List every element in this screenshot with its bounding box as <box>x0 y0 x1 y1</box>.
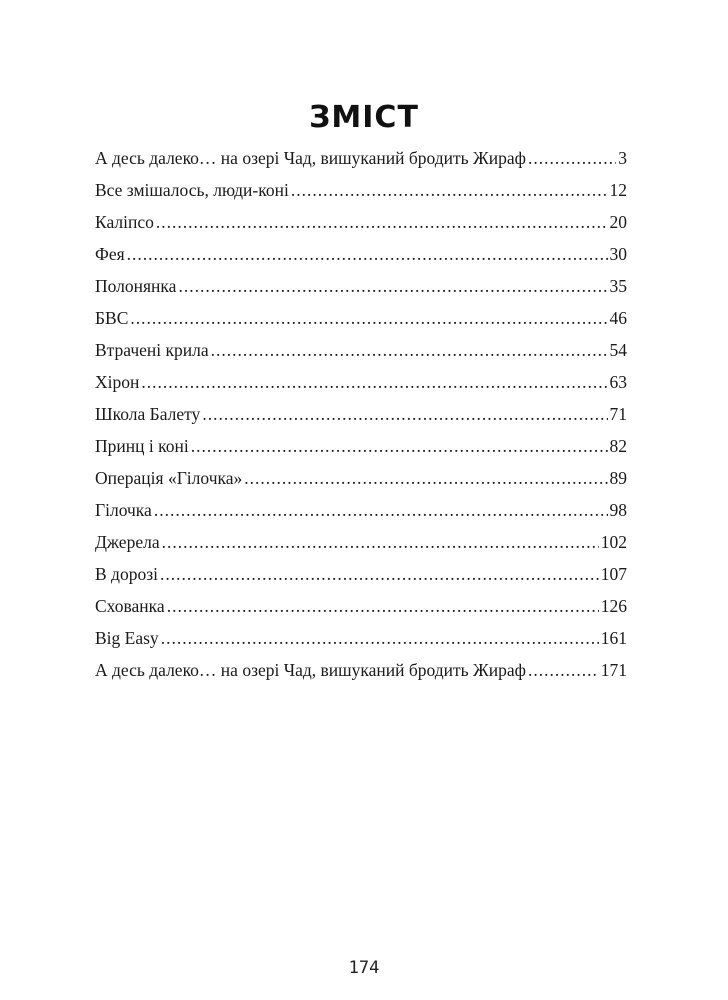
toc-entry-page: 161 <box>600 628 627 648</box>
toc-entry-page: 63 <box>609 372 627 392</box>
toc-entry <box>95 430 627 462</box>
toc-entry-title: В дорозі <box>95 564 158 584</box>
toc-entry-title: Big Easy <box>95 628 159 648</box>
toc-entry <box>95 270 627 302</box>
toc-entry-title: А десь далеко… на озері Чад, вишуканий бродить Жираф <box>95 660 526 680</box>
toc-entry <box>95 206 627 238</box>
dot-leader <box>154 494 608 526</box>
toc-entry-title: Полонянка <box>95 276 177 296</box>
dot-leader <box>528 142 616 174</box>
toc-entry <box>95 142 627 174</box>
dot-leader <box>141 366 607 398</box>
toc-entry <box>95 462 627 494</box>
toc-entry-title: Принц і коні <box>95 436 189 456</box>
toc-entry <box>95 334 627 366</box>
toc-entry-page: 82 <box>609 436 627 456</box>
toc-entry <box>95 302 627 334</box>
toc-entry <box>95 590 627 622</box>
toc-entry <box>95 654 627 686</box>
toc-entry-page: 35 <box>609 276 627 296</box>
toc-entry-title: Хірон <box>95 372 140 392</box>
toc-entry <box>95 526 627 558</box>
toc-entry-page: 71 <box>609 404 627 424</box>
toc-entry-title: Джерела <box>95 532 160 552</box>
toc-entry <box>95 558 627 590</box>
toc-entry-page: 171 <box>600 660 627 680</box>
table-of-contents <box>95 142 627 686</box>
toc-entry-page: 98 <box>609 500 627 520</box>
toc-entry <box>95 494 627 526</box>
toc-entry-page: 126 <box>600 596 627 616</box>
dot-leader <box>291 174 608 206</box>
toc-entry-title: БВС <box>95 308 129 328</box>
page-number: 174 <box>348 958 380 978</box>
toc-entry-title: Операція «Гілочка» <box>95 468 243 488</box>
toc-entry-page: 102 <box>600 532 627 552</box>
toc-entry-title: Схованка <box>95 596 165 616</box>
toc-entry-page: 46 <box>609 308 627 328</box>
dot-leader <box>127 238 608 270</box>
dot-leader <box>178 270 607 302</box>
dot-leader <box>528 654 599 686</box>
toc-entry <box>95 366 627 398</box>
toc-entry-page: 12 <box>609 180 627 200</box>
dot-leader <box>156 206 608 238</box>
toc-entry <box>95 174 627 206</box>
dot-leader <box>167 590 599 622</box>
toc-entry-page: 30 <box>609 244 627 264</box>
toc-entry-title: Каліпсо <box>95 212 154 232</box>
toc-entry <box>95 622 627 654</box>
toc-entry-page: 107 <box>600 564 627 584</box>
toc-entry-title: Школа Балету <box>95 404 201 424</box>
dot-leader <box>161 622 599 654</box>
dot-leader <box>191 430 608 462</box>
dot-leader <box>160 558 599 590</box>
dot-leader <box>202 398 607 430</box>
toc-entry <box>95 238 627 270</box>
dot-leader <box>244 462 607 494</box>
page-title: ЗМІСТ <box>309 100 419 136</box>
dot-leader <box>162 526 599 558</box>
toc-entry-title: А десь далеко… на озері Чад, вишуканий бродить Жираф <box>95 148 526 168</box>
toc-entry-title: Гілочка <box>95 500 152 520</box>
toc-entry-title: Втрачені крила <box>95 340 209 360</box>
toc-entry-page: 20 <box>609 212 627 232</box>
toc-entry <box>95 398 627 430</box>
dot-leader <box>130 302 607 334</box>
dot-leader <box>211 334 608 366</box>
toc-entry-page: 54 <box>609 340 627 360</box>
toc-entry-title: Все змішалось, люди-коні <box>95 180 289 200</box>
toc-entry-title: Фея <box>95 244 125 264</box>
toc-entry-page: 89 <box>609 468 627 488</box>
toc-entry-page: 3 <box>618 148 627 168</box>
